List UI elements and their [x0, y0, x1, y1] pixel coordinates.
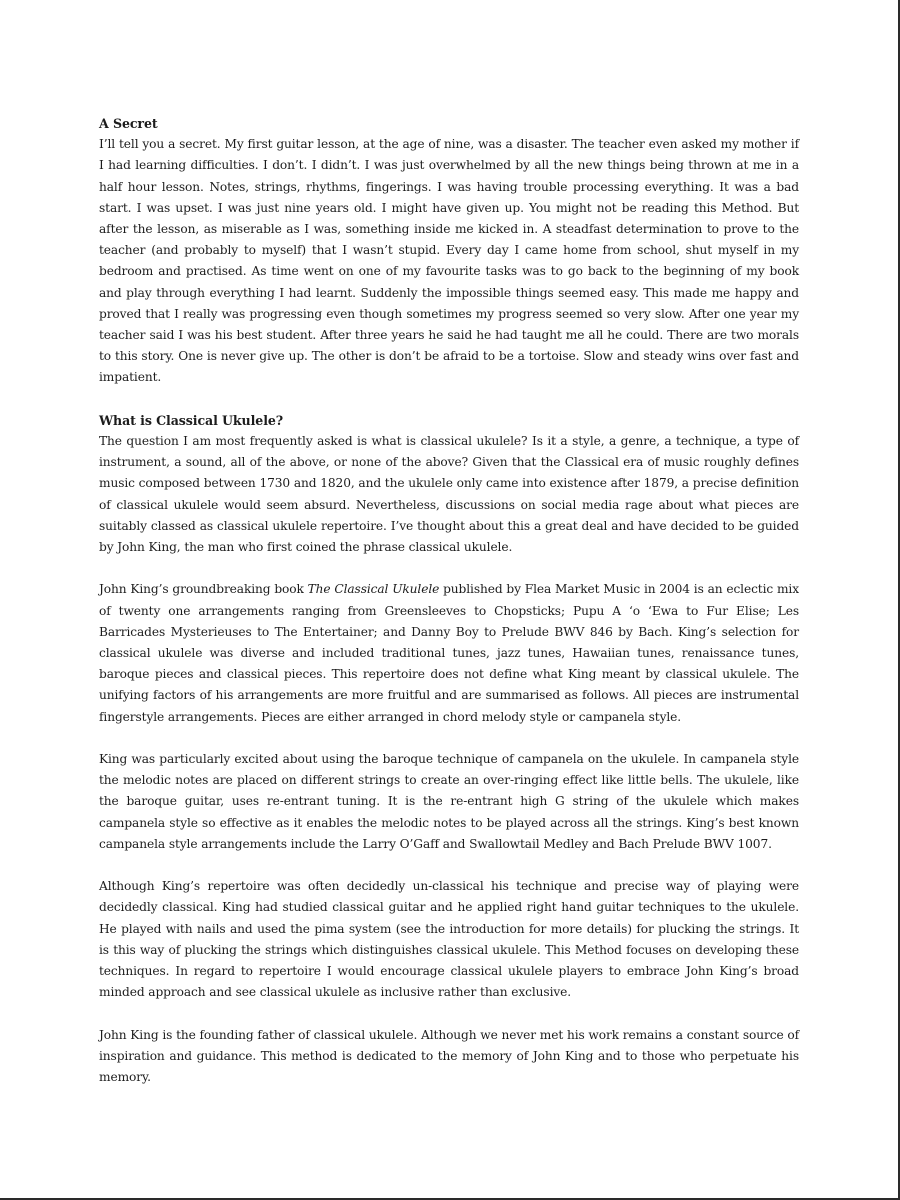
secret-paragraph: I’ll tell you a secret. My first guitar lesson, at the age of nine, was a disaster. The teacher even asked my mother if I had learning difficulties. I don’t. I didn’t. I was just overwhelmed by all the new things being thrown at me in a half hour lesson. Notes, strings, rhythms, fingerings. I was having trouble processing everything. It was a bad start. I was upset. I was just nine years old. I might have given up. You might not be reading this Method. But after the lesson, as miserable as I was, something inside me kicked in. A steadfast determination to prove to the teacher (and probably to myself) that I wasn’t stupid. Every day I came home from school, shut myself in my bedroom and practised. As time went on one of my favourite tasks was to go back to the beginning of my book and play through everything I had learnt. Suddenly the impossible things seemed easy. This made me happy and proved that I really was progressing even though sometimes my progress seemed so very slow. After one year my teacher said I was his best student. After three years he said he had taught me all he could. There are two morals to this story. One is never give up. The other is don’t be afraid to be a tortoise. Slow and steady wins over fast and impatient.: [99, 137, 799, 385]
classical-paragraph-1: The question I am most frequently asked is what is classical ukulele? Is it a style, a genre, a technique, a type of instrument, a sound, all of the above, or none of the above? Given that the Classical era of music roughly defines music composed between 1730 and 1820, and the ukulele only came into existence after 1879, a precise definition of classical ukulele would seem absurd. Nevertheless, discussions on social media rage about what pieces are suitably classed as classical ukulele repertoire. I’ve thought about this a great deal and have decided to be guided by John King, the man who first coined the phrase classical ukulele.: [99, 434, 799, 555]
paragraph-gap: [99, 855, 799, 876]
classical-paragraph-2: [99, 579, 799, 727]
paragraph-gap: [99, 389, 799, 410]
page-content: [99, 113, 799, 1088]
classical-paragraph-5: John King is the founding father of classical ukulele. Although we never met his work remains a constant source of inspiration and guidance. This method is dedicated to the memory of John King and to those who perpetuate his memory.: [99, 1027, 799, 1085]
paragraph-gap: [99, 728, 799, 749]
paragraph-gap: [99, 1003, 799, 1024]
paragraph-gap: [99, 558, 799, 579]
classical-paragraph-2-start: John King’s groundbreaking book: [99, 582, 308, 597]
classical-paragraph-4: Although King’s repertoire was often decidedly un-classical his technique and precise way of playing were decidedly classical. King had studied classical guitar and he applied right hand guitar techniques to the ukulele. He played with nails and used the pima system (see the introduction for more details) for plucking the strings. It is this way of plucking the strings which distinguishes classical ukulele. This Method focuses on developing these techniques. In regard to repertoire I would encourage classical ukulele players to embrace John King’s broad minded approach and see classical ukulele as inclusive rather than exclusive.: [99, 879, 799, 1000]
section-heading-secret: A Secret: [99, 116, 158, 131]
classical-paragraph-3: King was particularly excited about using the baroque technique of campanela on the ukulele. In campanela style the melodic notes are placed on different strings to create an over-ringing effect like little bells. The ukulele, like the baroque guitar, uses re-entrant tuning. It is the re-entrant high G string of the ukulele which makes campanela style so effective as it enables the melodic notes to be played across all the strings. King’s best known campanela style arrangements include the Larry O’Gaff and Swallowtail Medley and Bach Prelude BWV 1007.: [99, 752, 799, 851]
classical-paragraph-2-rest: published by Flea Market Music in 2004 is an eclectic mix of twenty one arrangements ranging from Greensleeves to Chopsticks; Pupu A ‘o ‘Ewa to Fur Elise; Les Barricades Mysterieuses to The Entertainer; and Danny Boy to Prelude BWV 846 by Bach. King’s selection for classical ukulele was diverse and included traditional tunes, jazz tunes, Hawaiian tunes, renaissance tunes, baroque pieces and classical pieces. This repertoire does not define what King meant by classical ukulele. The unifying factors of his arrangements are more fruitful and are summarised as follows. All pieces are instrumental fingerstyle arrangements. Pieces are either arranged in chord melody style or campanela style.: [99, 582, 800, 724]
section-heading-classical-ukulele: What is Classical Ukulele?: [99, 412, 284, 428]
book-title: The Classical Ukulele: [307, 582, 440, 597]
